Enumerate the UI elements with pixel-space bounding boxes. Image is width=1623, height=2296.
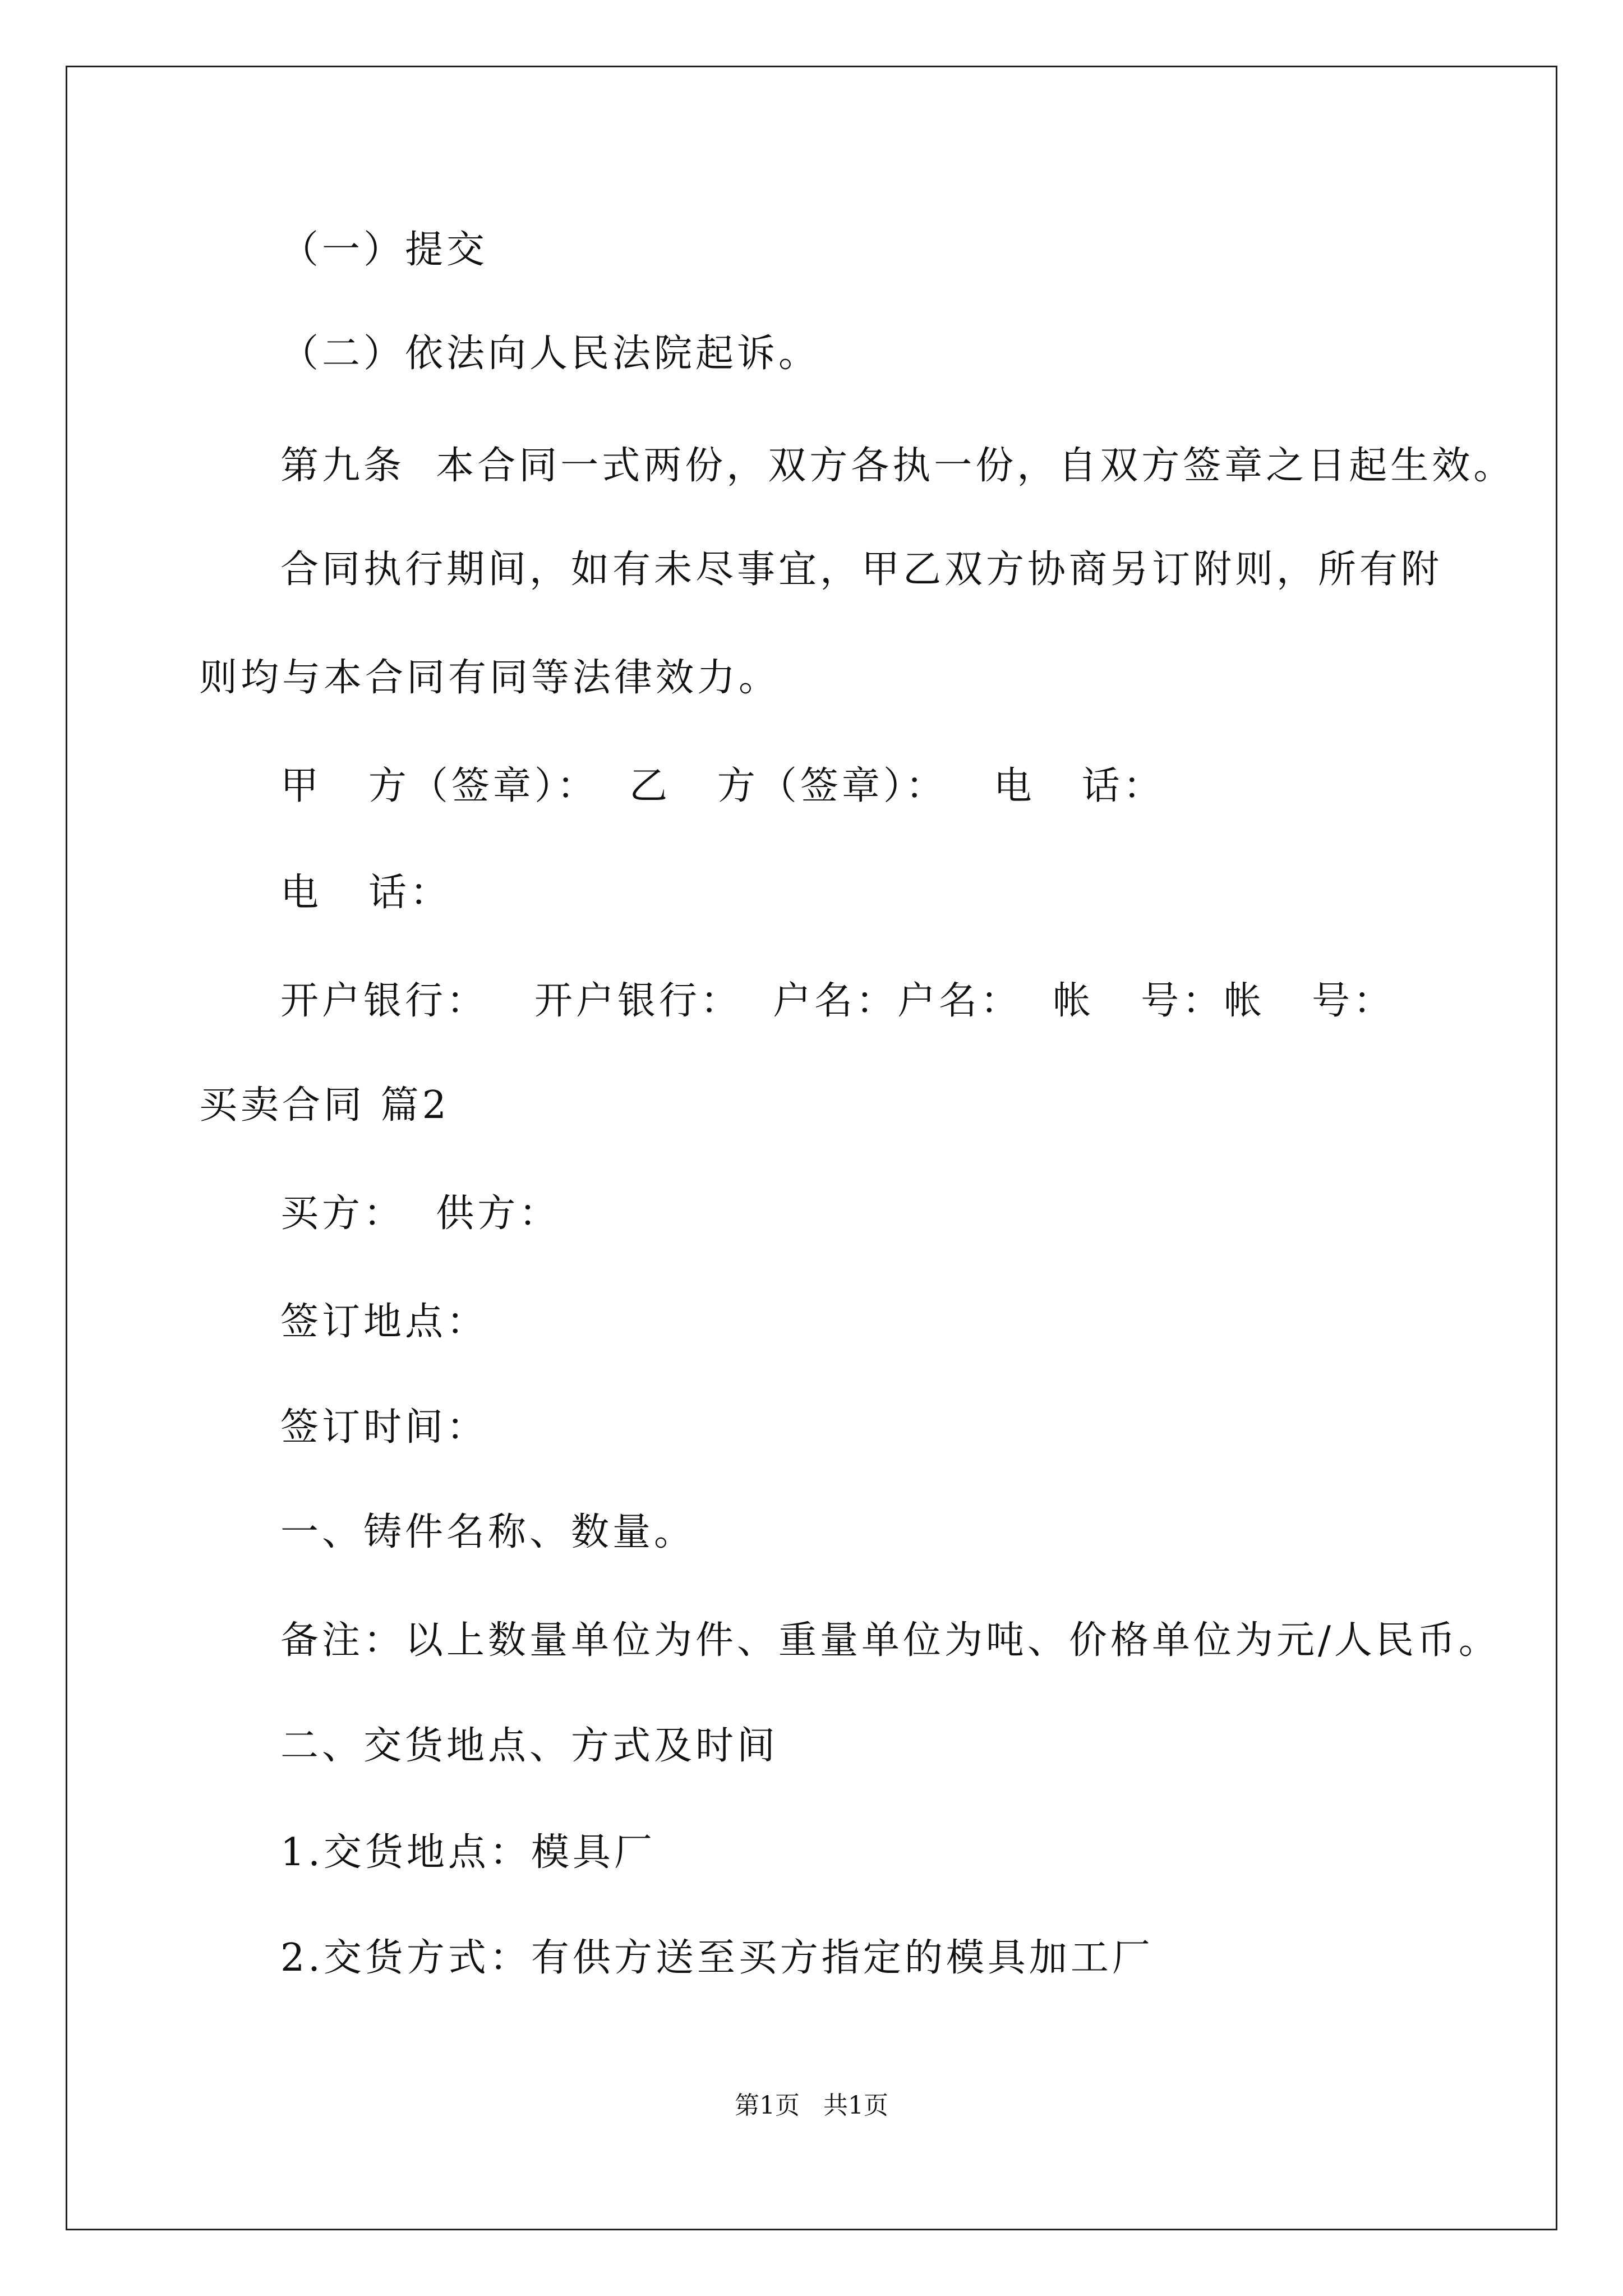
section-heading: 买卖合同 篇2	[199, 1083, 450, 1128]
text-line-15: 二、交货地点、方式及时间	[280, 1724, 779, 1768]
text-line-5: 则均与本合同有同等法律效力。	[199, 656, 781, 700]
text-line-17: 2.交货方式：有供方送至买方指定的模具加工厂	[280, 1936, 1154, 1980]
page-border	[66, 66, 1557, 2230]
text-line-4: 合同执行期间，如有未尽事宜，甲乙双方协商另订附则，所有附	[280, 547, 1443, 592]
text-line-3: 第九条 本合同一式两份，双方各执一份，自双方签章之日起生效。	[280, 444, 1515, 488]
text-line-12: 签订时间：	[280, 1405, 488, 1450]
text-line-13: 一、铸件名称、数量。	[280, 1510, 696, 1554]
text-line-14: 备注：以上数量单位为件、重量单位为吨、价格单位为元/人民币。	[280, 1618, 1500, 1663]
text-line-1: （一）提交	[280, 228, 488, 272]
text-line-6: 甲 方（签章）： 乙 方（签章）： 电 话：	[280, 764, 1165, 808]
page-number-footer: 第1页 共1页	[735, 2091, 888, 2120]
text-line-8: 开户银行： 开户银行： 户名：户名： 帐 号：帐 号：	[280, 979, 1395, 1023]
text-line-11: 签订地点：	[280, 1300, 488, 1344]
text-line-10: 买方： 供方：	[280, 1191, 561, 1236]
text-line-7: 电 话：	[280, 871, 451, 915]
text-line-16: 1.交货地点：模具厂	[280, 1830, 656, 1875]
text-line-2: （二）依法向人民法院起诉。	[280, 332, 820, 376]
